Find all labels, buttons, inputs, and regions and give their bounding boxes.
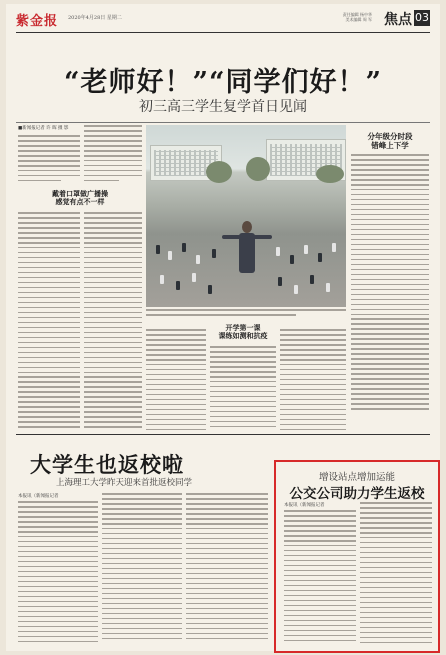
newspaper-logo: 紫金报 — [16, 14, 59, 29]
article-kicker: 增设站点增加运能 — [318, 472, 395, 483]
body-column — [360, 502, 432, 647]
body-column — [186, 493, 268, 643]
body-column — [210, 346, 276, 431]
side-callout: 分年级分时段 错峰上下学 — [367, 132, 413, 150]
section-name: 焦点 — [384, 12, 412, 28]
newspaper-page — [6, 4, 440, 651]
dateline: 2020年4月28日 星期二 — [68, 15, 122, 21]
body-column — [18, 212, 80, 431]
schoolyard-photo — [146, 125, 346, 307]
editor-line: 美术编辑 周 军 — [345, 17, 372, 22]
body-column — [146, 329, 206, 434]
body-column — [18, 501, 98, 646]
lower-byline: 本报讯（新闻报记者 — [18, 494, 59, 499]
top-headline: “老师好！”“同学们好！” — [63, 67, 383, 98]
headline-rule — [16, 122, 430, 123]
lower-subheadline: 上海理工大学昨天迎来首批返校同学 — [56, 478, 193, 488]
body-column — [18, 135, 80, 185]
lower-headline: 大学生也返校啦 — [30, 452, 184, 477]
editor-line: 责任编辑 杨中华 — [342, 12, 372, 17]
highlighted-article — [274, 460, 440, 653]
body-column — [284, 510, 356, 645]
section-divider — [16, 434, 430, 435]
page-number: 03 — [415, 11, 429, 24]
top-subtitle-1: 戴着口罩做广播操 感觉有点不一样 — [52, 189, 108, 206]
body-column — [351, 154, 429, 413]
top-subtitle-2: 开学第一课 课练如测和抗疫 — [218, 323, 268, 340]
body-column — [84, 125, 142, 185]
article-headline: 公交公司助力学生返校 — [289, 486, 425, 502]
top-subheadline: 初三高三学生复学首日见闻 — [139, 99, 307, 115]
body-column — [102, 493, 182, 643]
editors — [343, 12, 372, 22]
article-byline: 本报讯（新闻报记者 — [284, 503, 325, 508]
body-column — [280, 329, 346, 434]
top-byline: ■新闻报记者 许 晖 摄 影 — [18, 126, 69, 131]
masthead-rule — [16, 32, 430, 33]
masthead — [16, 8, 430, 30]
body-column — [84, 212, 142, 431]
